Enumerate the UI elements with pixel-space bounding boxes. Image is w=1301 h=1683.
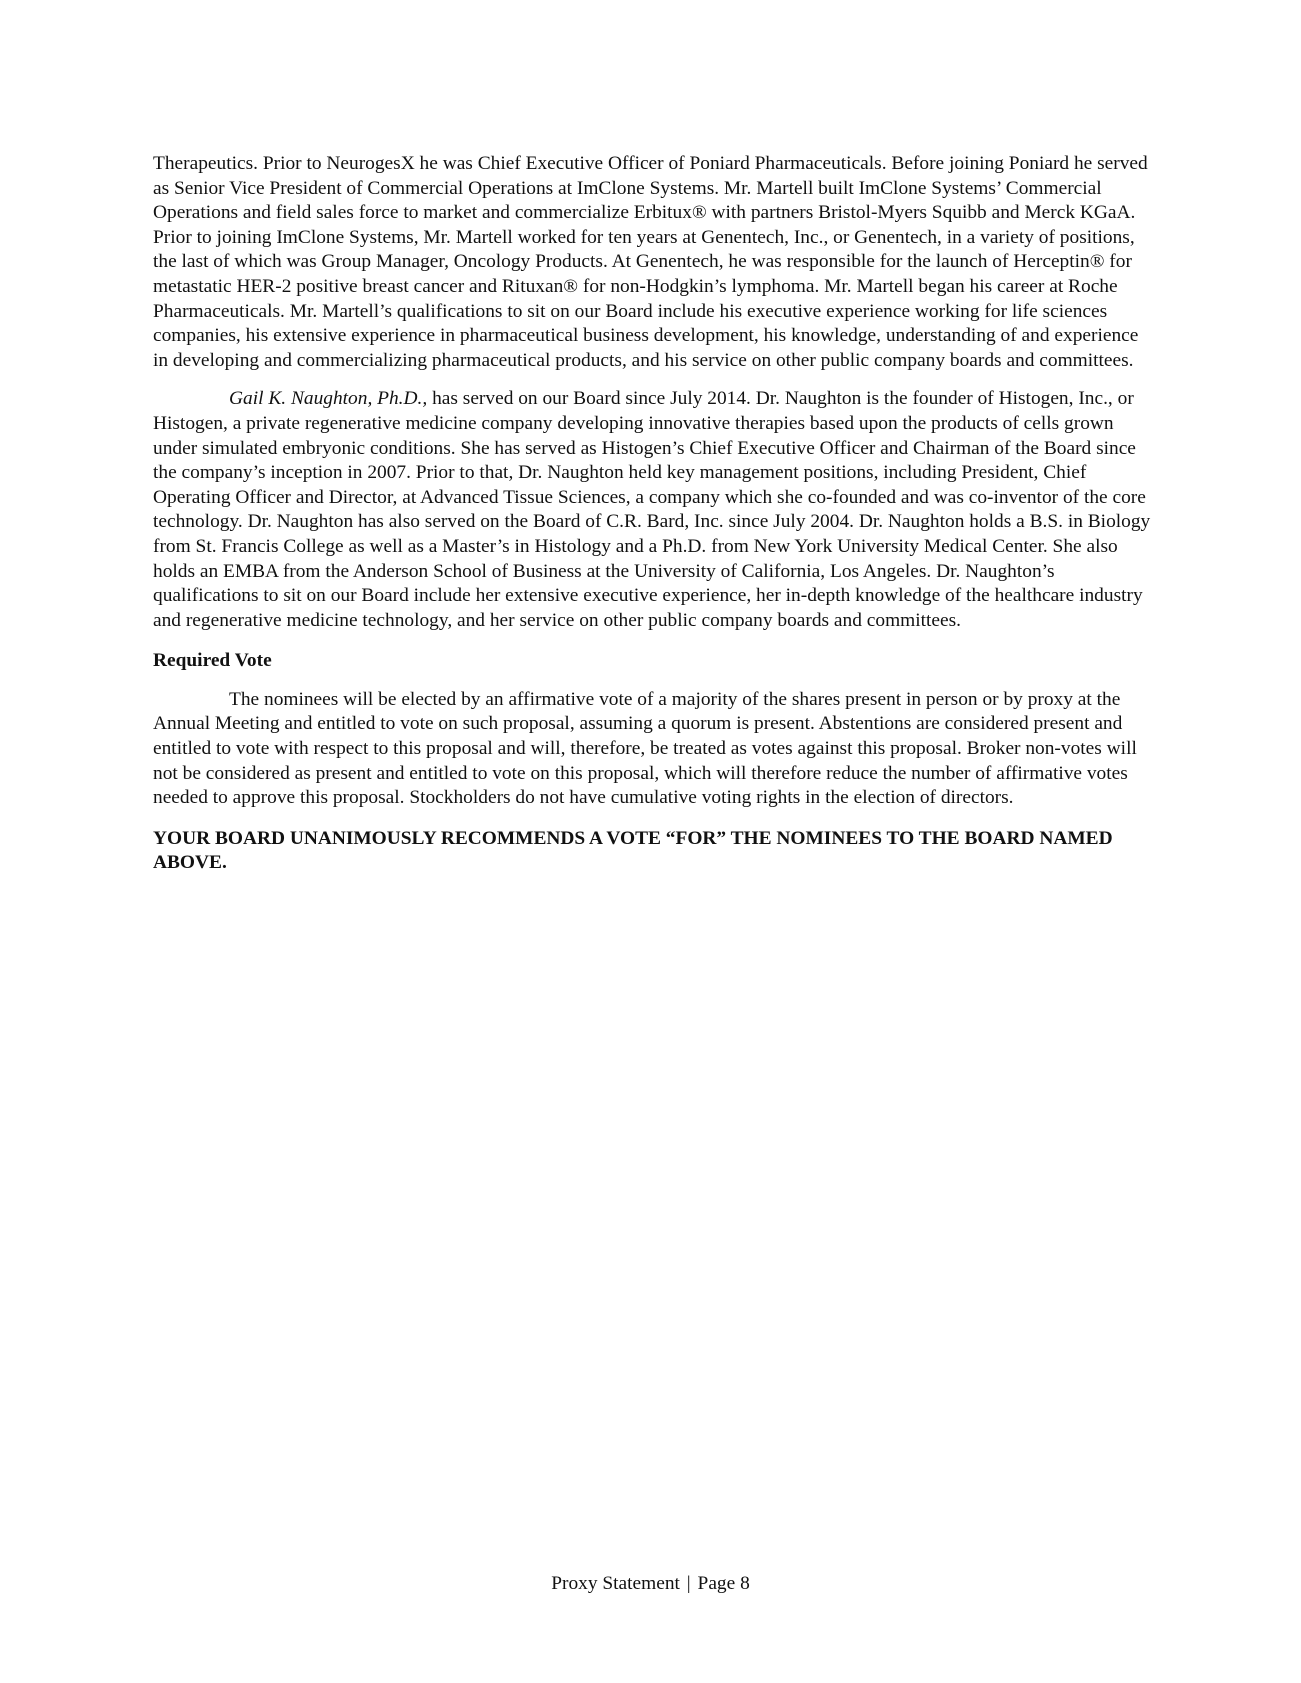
- paragraph-required-vote: The nominees will be elected by an affirmative vote of a majority of the shares present in person or by proxy at the Annual Meeting and entitled to vote on such proposal, assuming a quorum is present. Abstentions are considered present and entitled to vote with respect to this proposal and will, therefore, be treated as votes against this proposal. Broker non-votes will not be considered as present and entitled to vote on this proposal, which will therefore reduce the number of affirmative votes needed to approve this proposal. Stockholders do not have cumulative voting rights in the election of directors.: [153, 688, 1137, 809]
- director-name-naughton: Gail K. Naughton, Ph.D.,: [229, 388, 428, 410]
- paragraph-naughton-bio: [153, 387, 1153, 633]
- paragraph-martell-bio-continued: Therapeutics. Prior to NeurogesX he was Chief Executive Officer of Poniard Pharmaceuticals. Before joining Poniard he served as Senior Vice President of Commercial Operations at ImClone Systems. Mr. Martell built ImClone Systems’ Commercial Operations and field sales force to market and commercialize Erbitux® with partners Bristol-Myers Squibb and Merck KGaA. Prior to joining ImClone Systems, Mr. Martell worked for ten years at Genentech, Inc., or Genentech, in a variety of positions, the last of which was Group Manager, Oncology Products. At Genentech, he was responsible for the launch of Herceptin® for metastatic HER-2 positive breast cancer and Rituxan® for non-Hodgkin’s lymphoma. Mr. Martell began his career at Roche Pharmaceuticals. Mr. Martell’s qualifications to sit on our Board include his executive experience working for life sciences companies, his extensive experience in pharmaceutical business development, his knowledge, understanding of and experience in developing and commercializing pharmaceutical products, and his service on other public company boards and committees.: [153, 153, 1148, 371]
- document-body: [153, 152, 1153, 876]
- page-footer: [0, 1572, 1301, 1596]
- footer-label: Proxy Statement: [551, 1573, 680, 1594]
- footer-separator: |: [686, 1573, 691, 1594]
- naughton-bio-text: has served on our Board since July 2014. Dr. Naughton is the founder of Histogen, Inc., or Histogen, a private regenerative medicine company developing innovative therapies based upon the products of cells grown under simulated embryonic conditions. She has served as Histogen’s Chief Executive Officer and Chairman of the Board since the company’s inception in 2007. Prior to that, Dr. Naughton held key management positions, including President, Chief Operating Officer and Director, at Advanced Tissue Sciences, a company which she co-founded and was co-inventor of the core technology. Dr. Naughton has also served on the Board of C.R. Bard, Inc. since July 2004. Dr. Naughton holds a B.S. in Biology from St. Francis College as well as a Master’s in Histology and a Ph.D. from New York University Medical Center. She also holds an EMBA from the Anderson School of Business at the University of California, Los Angeles. Dr. Naughton’s qualifications to sit on our Board include her extensive executive experience, her in-depth knowledge of the healthcare industry and regenerative medicine technology, and her service on other public company boards and committees.: [153, 388, 1151, 631]
- board-recommendation: YOUR BOARD UNANIMOUSLY RECOMMENDS A VOTE “FOR” THE NOMINEES TO THE BOARD NAMED ABOVE.: [153, 827, 1113, 874]
- section-heading-required-vote: Required Vote: [153, 650, 272, 672]
- page-number: Page 8: [697, 1573, 750, 1594]
